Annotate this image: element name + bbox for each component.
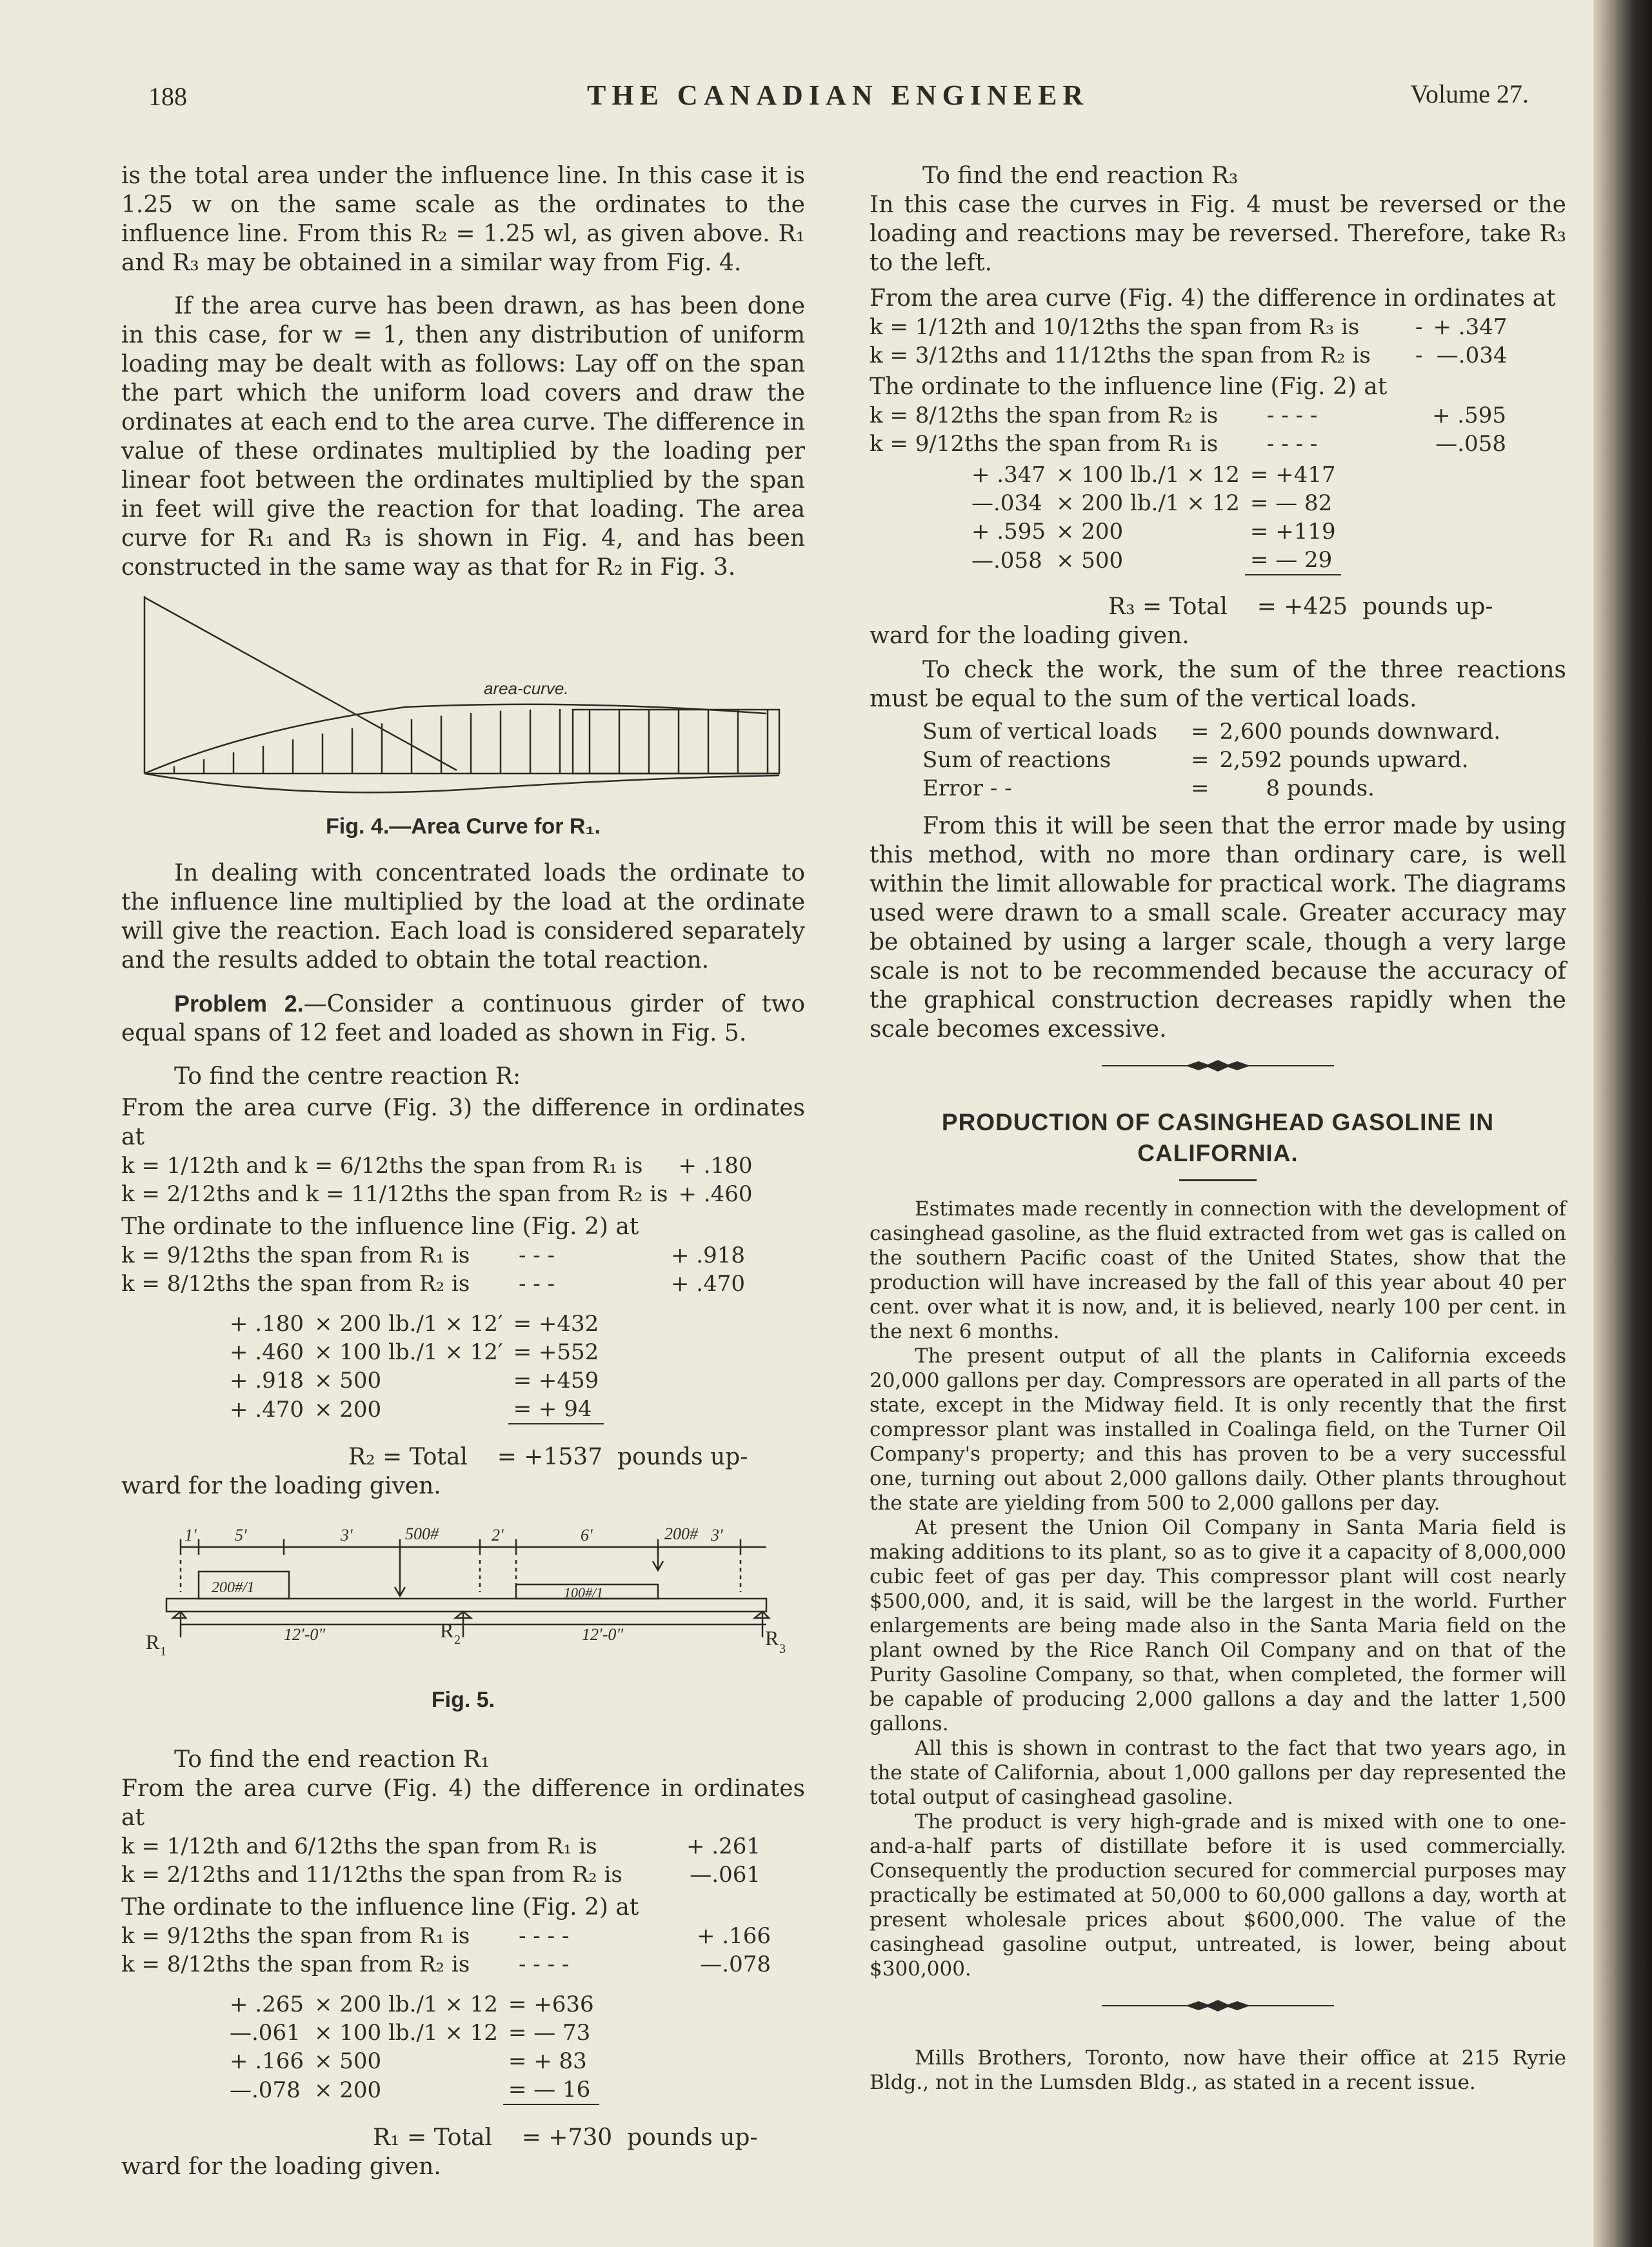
calc-a: + .166 [230, 2048, 304, 2074]
total-tail: pounds up- [617, 1444, 748, 1470]
notice-paragraph: Mills Brothers, Toronto, now have their office at 215 Ryrie Bldg., not in the Lumsden Bldg., as stated in a recent issue. [870, 2046, 1566, 2094]
text-line: The ordinate to the influence line (Fig. 2) at [870, 374, 1388, 400]
ordinate-row-text: k = 9/12ths the span from R₁ is [121, 1923, 470, 1949]
ordinate-row-value: + .166 [697, 1923, 771, 1949]
span-label: 12′-0″ [284, 1625, 326, 1644]
area-curve-diagram [121, 596, 805, 809]
load-label: 200# [664, 1524, 698, 1543]
paragraph: The present output of all the plants in California exceeds 20,000 gallons per day. Compressors are operated in all parts of the state, except in the Midway field. It is only recently that the first compressor plant was installed in Coalinga field, on the Turner Oil Company's property; and this has proven to be a very successful one, turning out about 2,000 gallons daily. Other plants throughout the state are yielding from 500 to 2,000 gallons per day. [870, 1344, 1566, 1515]
dim-label: 1′ [184, 1526, 197, 1544]
calc-result: = + 83 [508, 2048, 587, 2074]
calc-result: = — 82 [1249, 490, 1333, 516]
calc-b: × 200 [314, 2077, 382, 2103]
total-value: = +1537 [497, 1444, 603, 1470]
calc-a: + .460 [230, 1339, 304, 1365]
calc-a: + .918 [230, 1368, 304, 1393]
subheading: To find the end reaction R₁ [174, 1746, 490, 1773]
dashes: - [1415, 343, 1423, 368]
paragraph: From this it will be seen that the error made by using this method, with no more than ordinary care, is well within the limit allowable for practical work. The diagrams used were drawn to a small scale. Greater accuracy may be obtained by using a larger scale, though a very large scale is not to be recommended because the accuracy of the graphical construction decreases rapidly when the scale becomes excessive. [870, 813, 1566, 1043]
check-eq: = [1191, 719, 1209, 744]
descending-line [144, 597, 457, 770]
calc-b: × 200 lb./1 × 12′ [314, 1311, 503, 1337]
page-number: 188 [148, 82, 187, 111]
calc-b: × 500 [314, 1368, 382, 1393]
calc-result: = — 29 [1245, 546, 1341, 575]
paragraph: In dealing with concentrated loads the ordinate to the influence line multiplied by the load at the ordinate will give the reaction. Each load is considered separately and the results added to obtain the total reaction. [121, 860, 805, 974]
end-box [573, 710, 779, 774]
centre-calc-table [224, 1310, 604, 1424]
paragraph: If the area curve has been drawn, as has been done in this case, for w = 1, then any distribution of uniform loading may be dealt with as follows: Lay off on the span the part which the uniform load covers and draw the ordinates at each end to the area curve. The difference in value of these ordinates multiplied by the loading per linear foot between the ordinates multiplied by the span in feet will give the reaction for that loading. The area curve for R₁ and R₃ is shown in Fig. 4, and has been constructed in the same way as that for R₂ in Fig. 3. [121, 293, 805, 581]
check-eq: = [1191, 747, 1209, 773]
check-label: Error - - [922, 775, 1012, 801]
calc-b: × 200 lb./1 × 12 [1056, 490, 1240, 516]
running-header [148, 76, 1529, 115]
text-line: The ordinate to the influence line (Fig. 2) at [121, 1213, 639, 1240]
total-tail: pounds up- [627, 2124, 758, 2151]
article-title [870, 1107, 1566, 1169]
reaction-sub: 1 [160, 1644, 166, 1659]
ordinate-row-text: k = 9/12ths the span from R₁ is [121, 1243, 470, 1268]
check-label: Sum of reactions [922, 747, 1111, 773]
figure-4 [121, 596, 805, 839]
total-tail: pounds up- [1362, 594, 1493, 620]
ordinate-row-text: k = 8/12ths the span from R₂ is [121, 1952, 470, 1977]
figure-caption: Fig. 5. [431, 1688, 495, 1712]
ordinate-row-text: k = 8/12ths the span from R₂ is [870, 403, 1219, 428]
area-row-value: + .460 [678, 1181, 753, 1207]
right-column [870, 161, 1566, 2095]
ordinate-row-value: + .595 [1432, 403, 1506, 428]
dashes: - - - [519, 1243, 555, 1268]
calc-result: = +119 [1249, 519, 1336, 544]
problem-text: —Consider a continuous girder of two equal spans of 12 feet and loaded as shown in Fig. 5. [121, 991, 806, 1046]
total-label: R₁ = Total [373, 2124, 492, 2151]
reaction-sub: 3 [779, 1642, 786, 1656]
text-line: From the area curve (Fig. 4) the difference in ordinates at [870, 285, 1556, 312]
calc-a: —.078 [230, 2077, 301, 2103]
r3-ordinate-table [870, 401, 1511, 458]
reaction-label: R [765, 1626, 779, 1650]
total-line [870, 592, 1566, 621]
calc-b: × 500 [1056, 547, 1124, 574]
check-value: 2,600 pounds downward. [1219, 719, 1501, 744]
ornament-divider [870, 1998, 1566, 2016]
title-rule [1179, 1179, 1257, 1181]
calc-b: × 200 [1056, 519, 1124, 544]
ornament-divider [870, 1058, 1566, 1076]
dim-label: 6′ [581, 1526, 593, 1544]
text-line: ward for the loading given. [121, 1473, 441, 1499]
paragraph: All this is shown in contrast to the fact that two years ago, in the state of California, about 1,000 gallons per day represented the total output of casinghead gasoline. [870, 1737, 1566, 1809]
centre-area-table [121, 1152, 758, 1208]
ordinate-row-value: + .470 [671, 1271, 745, 1297]
calc-a: + .180 [230, 1311, 304, 1337]
check-value: 8 pounds. [1266, 775, 1375, 801]
ordinate-row-value: —.058 [1435, 431, 1506, 457]
ordinate-row-value: + .918 [671, 1243, 745, 1268]
text-line: ward for the loading given. [870, 623, 1189, 649]
journal-title: THE CANADIAN ENGINEER [587, 79, 1090, 111]
problem-title: Problem 2. [174, 990, 304, 1017]
calc-b: × 200 [314, 1396, 382, 1423]
paragraph: In this case the curves in Fig. 4 must be reversed or the loading and reactions may be reversed. Therefore, take R₃ to the left. [870, 192, 1566, 276]
area-row-text: k = 2/12ths and 11/12ths the span from R₂ is [121, 1862, 622, 1888]
r3-calc-table [966, 461, 1341, 575]
calc-b: × 200 lb./1 × 12 [314, 1992, 498, 2017]
article-title-line: PRODUCTION OF CASINGHEAD GASOLINE IN [941, 1109, 1495, 1135]
dim-label: 3′ [711, 1526, 723, 1544]
area-row-value: + .261 [686, 1833, 761, 1859]
ordinate-row-text: k = 9/12ths the span from R₁ is [870, 431, 1219, 457]
centre-ordinate-table [121, 1241, 750, 1298]
volume-number: Volume 27. [1410, 79, 1529, 108]
calc-result: = — 16 [503, 2075, 599, 2104]
dashes: - - - - [519, 1923, 570, 1949]
end-area-table [121, 1832, 766, 1889]
calc-b: × 500 [314, 2048, 382, 2074]
check-value: 2,592 pounds upward. [1219, 747, 1469, 773]
paragraph: To check the work, the sum of the three reactions must be equal to the sum of the vertical loads. [870, 657, 1566, 712]
area-row-text: k = 1/12th and k = 6/12ths the span from R₁ is [121, 1153, 643, 1179]
area-row-text: k = 1/12th and 6/12ths the span from R₁ is [121, 1833, 597, 1859]
area-row-text: k = 1/12th and 10/12ths the span from R₃ is [870, 314, 1360, 340]
calc-result: = — 73 [508, 2020, 591, 2046]
dim-label: 2′ [492, 1526, 504, 1544]
subheading: To find the end reaction R₃ [922, 163, 1239, 189]
total-line [121, 2123, 805, 2152]
calc-result: = +636 [508, 1992, 594, 2017]
area-row-value: + .347 [1433, 314, 1508, 340]
problem-paragraph [121, 989, 805, 1048]
total-value: = +425 [1257, 594, 1348, 620]
dashes: - - - - [519, 1952, 570, 1977]
calc-a: —.061 [230, 2020, 301, 2046]
calc-result: = + 94 [508, 1395, 604, 1424]
total-line [121, 1443, 805, 1472]
dashes: - - - - [1267, 431, 1318, 457]
lower-curve [144, 774, 779, 792]
binding-edge [1593, 0, 1652, 2247]
article-body [870, 1197, 1566, 2095]
figure-caption: Fig. 4.—Area Curve for R₁. [326, 814, 601, 839]
end-ordinate-table [121, 1922, 776, 1979]
reaction-label: R [146, 1630, 160, 1653]
total-label: R₂ = Total [348, 1444, 468, 1470]
ordinate-row-text: k = 8/12ths the span from R₂ is [121, 1271, 470, 1297]
text-line: From the area curve (Fig. 3) the difference in ordinates at [121, 1095, 805, 1150]
calc-a: + .265 [230, 1992, 304, 2017]
calc-a: —.058 [971, 547, 1042, 574]
paragraph: Estimates made recently in connection with the development of casinghead gasoline, as the fluid extracted from wet gas is called on the southern Pacific coast of the United States, show that the production will have increased by the fall of this year about 40 per cent. over what it is now, and, it is believed, nearly 100 per cent. in the next 6 months. [870, 1197, 1566, 1343]
calc-result: = +432 [513, 1311, 599, 1337]
dashes: - - - - [1267, 403, 1318, 428]
paragraph: At present the Union Oil Company in Santa Maria field is making additions to its plant, so as to give it a capacity of 8,000,000 cubic feet of gas per day. This compressor plant will cost nearly $500,000, and, it is said, will be the largest in the world. Further enlargements are being made also in the Santa Maria field on the plant owned by the Rice Ranch Oil Company and on that of the Purity Gasoline Company, so that, when completed, the former will be capable of producing 2,000 gallons a day and the latter 1,500 gallons. [870, 1516, 1566, 1735]
paragraph: is the total area under the influence line. In this case it is 1.25 w on the same scale as the ordinates to the influence line. From this R₂ = 1.25 wl, as given above. R₁ and R₃ may be obtained in a similar way from Fig. 4. [121, 163, 805, 276]
end-calc-table [224, 1990, 599, 2105]
load-label: 500# [405, 1524, 439, 1543]
area-row-value: —.034 [1436, 343, 1508, 368]
dashes: - [1415, 314, 1423, 340]
text-line: ward for the loading given. [121, 2153, 441, 2180]
area-curve-line [144, 704, 766, 774]
calc-result: = +552 [513, 1339, 599, 1365]
dim-label: 3′ [341, 1526, 353, 1544]
calc-a: + .595 [971, 519, 1046, 544]
load-label: 200#/1 [212, 1579, 255, 1596]
article-title-line: CALIFORNIA. [1137, 1140, 1299, 1166]
area-curve-label: area-curve. [484, 679, 569, 698]
check-table [917, 717, 1506, 803]
text-line: From the area curve (Fig. 4) the difference in ordinates at [121, 1775, 805, 1831]
girder-loading-diagram [121, 1515, 805, 1683]
left-column [121, 161, 805, 2195]
span-label: 12′-0″ [582, 1625, 624, 1644]
calc-b: × 100 lb./1 × 12′ [314, 1339, 503, 1365]
area-row-value: + .180 [678, 1153, 753, 1179]
total-label: R₃ = Total [1108, 594, 1228, 620]
dim-label: 5′ [235, 1526, 247, 1544]
load-label: 100#/1 [564, 1584, 604, 1601]
reaction-sub: 2 [454, 1633, 461, 1647]
text-line: The ordinate to the influence line (Fig. 2) at [121, 1894, 639, 1921]
figure-5 [121, 1515, 805, 1713]
calc-b: × 100 lb./1 × 12 [314, 2020, 498, 2046]
check-label: Sum of vertical loads [922, 719, 1158, 744]
area-row-text: k = 2/12ths and k = 11/12ths the span from R₂ is [121, 1181, 668, 1207]
r3-area-table [870, 313, 1513, 370]
calc-b: × 100 lb./1 × 12 [1056, 462, 1240, 488]
reaction-label: R [440, 1619, 454, 1642]
calc-a: + .347 [971, 462, 1046, 488]
calc-result: = +417 [1249, 462, 1336, 488]
calc-a: —.034 [971, 490, 1042, 516]
check-eq: = [1191, 775, 1209, 801]
subheading: To find the centre reaction R: [174, 1063, 521, 1090]
area-row-text: k = 3/12ths and 11/12ths the span from R₂ is [870, 343, 1371, 368]
paragraph: The product is very high-grade and is mixed with one to one-and-a-half parts of distillate before it is used commercially. Consequently the production secured for commercial purposes may practically be estimated at 50,000 to 60,000 gallons a day, worth at present wholesale prices about $600,000. The value of the casinghead gasoline output, untreated, is lower, being about $300,000. [870, 1810, 1566, 1981]
area-row-value: —.061 [690, 1862, 761, 1888]
dashes: - - - [519, 1271, 555, 1297]
calc-a: + .470 [230, 1396, 304, 1423]
ordinate-row-value: —.078 [700, 1952, 771, 1977]
calc-result: = +459 [513, 1368, 599, 1393]
total-value: = +730 [521, 2124, 613, 2151]
